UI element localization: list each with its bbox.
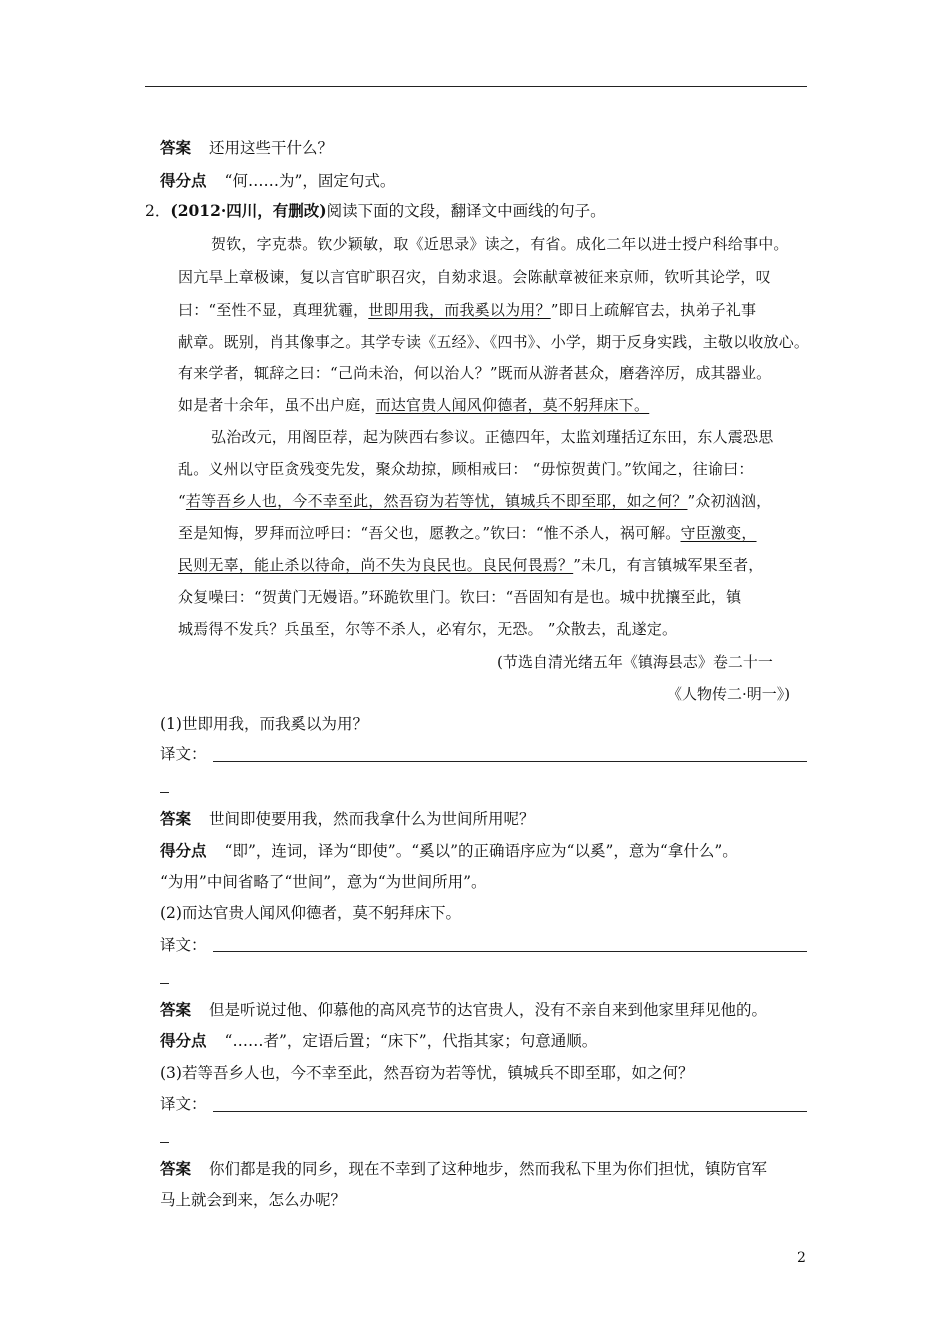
- passage-line: 乱。义州以守臣贪残变先发，聚众劫掠，顾相戒曰： “毋惊贺黄门。”钦闻之，往谕曰：: [178, 460, 754, 478]
- source-citation: 《人物传二·明一》): [667, 685, 791, 703]
- passage-line: 贺钦，字克恭。钦少颖敏，取《近思录》读之，有省。成化二年以进士授户科给事中。: [211, 235, 789, 253]
- question-2-heading: 2．(2012·四川，有删改)阅读下面的文段，翻译文中画线的句子。: [145, 201, 606, 220]
- sub3-answer: 答案 你们都是我的同乡，现在不幸到了这种地步，然而我私下里为你们担忧，镇防官军: [160, 1160, 768, 1178]
- passage-line: “若等吾乡人也，今不幸至此，然吾窃为若等忧，镇城兵不即至耶，如之何？”众初汹汹，: [178, 492, 772, 510]
- blank-dash: [160, 792, 169, 793]
- blank-dash: [160, 983, 169, 984]
- sub1-score-point-cont: “为用”中间省略了“世间”，意为“为世间所用”。: [160, 873, 487, 891]
- underlined-sentence-1: 世即用我，而我奚以为用？: [368, 301, 551, 319]
- passage-line: 因亢旱上章极谏，复以言官旷职召灾，自劾求退。会陈献章被征来京师，钦听其论学，叹: [178, 268, 771, 286]
- underlined-sentence-3: 若等吾乡人也，今不幸至此，然吾窃为若等忧，镇城兵不即至耶，如之何？: [185, 492, 688, 510]
- sub1-answer: 答案 世间即使要用我，然而我拿什么为世间所用呢？: [160, 810, 535, 828]
- translation-label: 译文：: [160, 745, 207, 763]
- sub1-score-point: 得分点 “即”，连词，译为“即使”。“奚以”的正确语序应为“以奚”，意为“拿什么”。: [160, 842, 738, 860]
- translation-blank-3[interactable]: [213, 1111, 807, 1112]
- passage-line: 城焉得不发兵？兵虽至，尔等不杀人，必宥尔，无恐。 ”众散去，乱遂定。: [178, 620, 678, 638]
- sub2-score-point: 得分点 “……者”，定语后置；“床下”，代指其家；句意通顺。: [160, 1032, 598, 1050]
- passage-line: 献章。既别，肖其像事之。其学专读《五经》、《四书》、小学，期于反身实践，主敬以收放心。: [178, 333, 810, 351]
- translation-blank-1[interactable]: [213, 761, 807, 762]
- sub3-answer-cont: 马上就会到来，怎么办呢？: [160, 1191, 347, 1209]
- passage-line: 众复噪曰：“贺黄门无嫚语。”环跪钦里门。钦曰：“吾固知有是也。城中扰攘至此，镇: [178, 588, 742, 606]
- underlined-sentence-4b: 民则无辜，能止杀以待命，尚不失为良民也。良民何畏焉？: [178, 556, 574, 574]
- source-citation: (节选自清光绪五年《镇海县志》卷二十一: [497, 653, 773, 671]
- q1-answer: 答案 还用这些干什么？: [160, 139, 334, 157]
- passage-line: 曰：“至性不显，真理犹霾，世即用我，而我奚以为用？”即日上疏解官去，执弟子礼事: [178, 301, 757, 319]
- translation-blank-2[interactable]: [213, 951, 807, 952]
- sub2-answer: 答案 但是听说过他、仰慕他的高风亮节的达官贵人，没有不亲自来到他家里拜见他的。: [160, 1001, 768, 1019]
- translation-label: 译文：: [160, 1095, 207, 1113]
- passage-line: 至是知悔，罗拜而泣呼曰：“吾父也，愿教之。”钦曰：“惟不杀人，祸可解。守臣激变，: [178, 524, 757, 542]
- page-number: 2: [797, 1250, 806, 1266]
- sub-question-3: (3)若等吾乡人也，今不幸至此，然吾窃为若等忧，镇城兵不即至耶，如之何？: [160, 1064, 694, 1082]
- underlined-sentence-2: 而达官贵人闻风仰德者，莫不躬拜床下。: [375, 396, 650, 414]
- q1-score-point: 得分点 “何……为”，固定句式。: [160, 172, 396, 190]
- sub-question-2: (2)而达官贵人闻风仰德者，莫不躬拜床下。: [160, 904, 461, 922]
- passage-line: 有来学者，辄辞之曰：“己尚未治，何以治人？”既而从游者甚众，磨砻淬厉，成其器业。: [178, 364, 772, 382]
- header-rule: [145, 86, 807, 87]
- underlined-sentence-4a: 守臣激变，: [680, 524, 757, 542]
- translation-label: 译文：: [160, 936, 207, 954]
- sub-question-1: (1)世即用我，而我奚以为用？: [160, 715, 368, 733]
- blank-dash: [160, 1142, 169, 1143]
- passage-line: 民则无辜，能止杀以待命，尚不失为良民也。良民何畏焉？”未几，有言镇城军果至者，: [178, 556, 764, 574]
- passage-line: 弘治改元，用阁臣荐，起为陕西右参议。正德四年，太监刘瑾括辽东田，东人震恐思: [211, 428, 774, 446]
- passage-line: 如是者十余年，虽不出户庭，而达官贵人闻风仰德者，莫不躬拜床下。: [178, 396, 650, 414]
